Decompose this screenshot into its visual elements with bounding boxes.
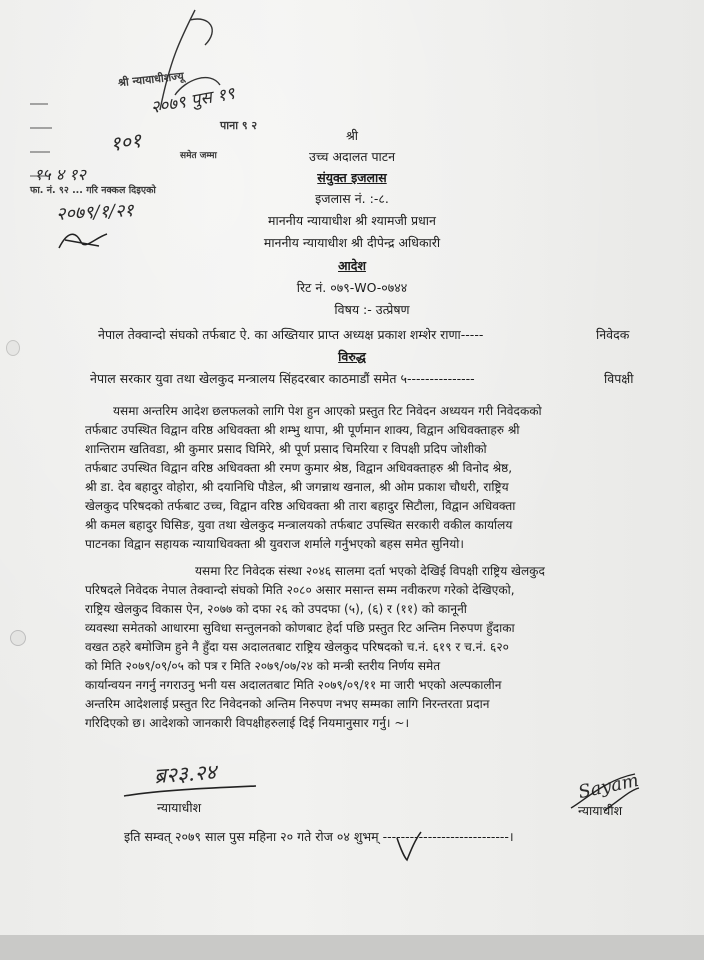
- bench-type: संयुक्त इजलास: [317, 170, 387, 185]
- stamp-line: २०७९ पुस १९: [149, 83, 237, 119]
- punch-hole: [6, 340, 20, 356]
- petitioner-label: निवेदक: [596, 327, 630, 342]
- versus-heading: विरुद्ध: [338, 349, 366, 364]
- paragraph-line: व्यवस्था समेतको आधारमा सुविधा सन्तुलनको कोणबाट हेर्दा पछि प्रस्तुत रिट अन्तिम निरुपण हुँदाका: [85, 621, 515, 635]
- paragraph-line: श्री डा. देव बहादुर वोहोरा, श्री दयानिधि पौडेल, श्री जगन्नाथ खनाल, श्री ओम प्रकाश चौधरी, राष्ट्रिय: [85, 480, 509, 494]
- respondent-line: नेपाल सरकार युवा तथा खेलकुद मन्त्रालय सिंहदरबार काठमाडौं समेत ५---------------: [90, 371, 475, 386]
- judge-2: माननीय न्यायाधीश श्री दीपेन्द्र अधिकारी: [263, 235, 441, 250]
- stamp-line: समेत जम्मा: [180, 151, 217, 161]
- date-checkmark: [393, 830, 423, 864]
- stamp-line: श्री न्यायाधीशज्यू: [117, 69, 185, 90]
- paragraph-line: तर्फबाट उपस्थित विद्वान वरिष्ठ अधिवक्ता श्री रमण कुमार श्रेष्ठ, विद्वान अधिवक्ताहरु श्री विनोद श्रेष्ठ,: [85, 461, 513, 475]
- paragraph-line: को मिति २०७९/०९/०५ को पत्र र मिति २०७९/०७/२४ को मन्त्री स्तरीय निर्णय समेत: [85, 659, 441, 673]
- paragraph-line: श्री कमल बहादुर घिसिङ, युवा तथा खेलकुद मन्त्रालयको तर्फबाट उपस्थित सरकारी वकील कार्यालय: [85, 518, 513, 532]
- paragraph-line: यसमा रिट निवेदक संस्था २०४६ सालमा दर्ता भएको देखिई विपक्षी राष्ट्रिय खेलकुद: [195, 564, 545, 578]
- shree-heading: श्री: [345, 128, 359, 143]
- court-name: उच्च अदालत पाटन: [308, 149, 396, 164]
- paragraph-line: शान्तिराम खतिवडा, श्री कुमार प्रसाद घिमिरे, श्री पूर्ण प्रसाद चिमरिया र विपक्षी प्रदिप जोशीको: [85, 442, 487, 456]
- subject: विषय :- उत्प्रेषण: [334, 302, 410, 317]
- left-signature-handwriting: ब्र२३.२४: [153, 759, 218, 789]
- stamp-line: फा. नं. ९२ ... गरि नक्कल दिइएको: [30, 185, 156, 196]
- registry-handwriting-scribble: [150, 0, 230, 115]
- closing-date-line: इति सम्वत् २०७९ साल पुस महिना २० गते रोज ०४ शुभम् ----------------------------।: [124, 829, 514, 844]
- stamp-line: २०७९/१/२१: [55, 199, 135, 226]
- stamp-line: १५ ४ १२: [34, 165, 86, 184]
- paragraph-line: परिषदले निवेदक नेपाल तेक्वान्दो संघको मिति २०८० असार मसान्त सम्म नवीकरण गरेको देखिएको,: [85, 583, 515, 597]
- scan-bottom-strip: [0, 935, 704, 960]
- punch-hole: [10, 630, 26, 646]
- paragraph-line: तर्फबाट उपस्थित विद्वान वरिष्ठ अधिवक्ता श्री शम्भु थापा, श्री पूर्णमान शाक्य, विद्वान अधिवक्ताहरु श्री: [85, 423, 520, 437]
- bench-number: इजलास नं. :-८.: [315, 191, 389, 206]
- paragraph-line: खेलकुद परिषदको तर्फबाट उच्च, विद्वान वरिष्ठ अधिवक्ता श्री तारा बहादुर सिटौला, विद्वान अधिवक्ता: [85, 499, 516, 513]
- paragraph-line: पाटनका विद्वान सहायक न्यायाधिवक्ता श्री युवराज शर्माले गर्नुभएको बहस समेत सुनियो।: [85, 537, 464, 551]
- petitioner-line: नेपाल तेक्वान्दो संघको तर्फबाट ऐ. का अख्तियार प्राप्त अध्यक्ष प्रकाश शम्शेर राणा-----: [98, 327, 484, 342]
- paragraph-line: कार्यान्वयन नगर्नु नगराउनु भनी यस अदालतबाट मिति २०७९/०९/११ मा जारी भएको अल्पकालीन: [85, 678, 502, 692]
- paragraph-line: यसमा अन्तरिम आदेश छलफलको लागि पेश हुन आएको प्रस्तुत रिट निवेदन अध्ययन गरी निवेदकको: [113, 404, 542, 418]
- stamp-line: पाना ९ २: [220, 119, 258, 132]
- right-signature-handwriting: Sayam: [576, 769, 641, 804]
- left-judge-label: न्यायाधीश: [157, 800, 202, 815]
- paragraph-line: अन्तरिम आदेशलाई प्रस्तुत रिट निवेदनको अन्तिम निरुपण नभए सम्मका लागि निरन्तरता प्रदान: [85, 697, 490, 711]
- writ-number: रिट नं. ०७९-WO-०७४४: [296, 280, 408, 295]
- doc-type-heading: आदेश: [338, 258, 366, 273]
- respondent-label: विपक्षी: [604, 371, 634, 386]
- right-judge-label: न्यायाधीश: [578, 803, 623, 818]
- paragraph-line: वखत ठहरे बमोजिम हुने नै हुँदा यस अदालतबाट राष्ट्रिय खेलकुद परिषदको च.नं. ६१९ र च.नं. ६२०: [85, 640, 509, 654]
- paragraph-line: राष्ट्रिय खेलकुद विकास ऐन, २०७७ को दफा २६ को उपदफा (५), (६) र (११) को कानूनी: [85, 602, 467, 616]
- judge-1: माननीय न्यायाधीश श्री श्यामजी प्रधान: [268, 213, 436, 228]
- stamp-line: १०१: [108, 127, 143, 157]
- paragraph-line: गरिदिएको छ। आदेशको जानकारी विपक्षीहरुलाई दिई नियमानुसार गर्नु। ~।: [85, 716, 410, 730]
